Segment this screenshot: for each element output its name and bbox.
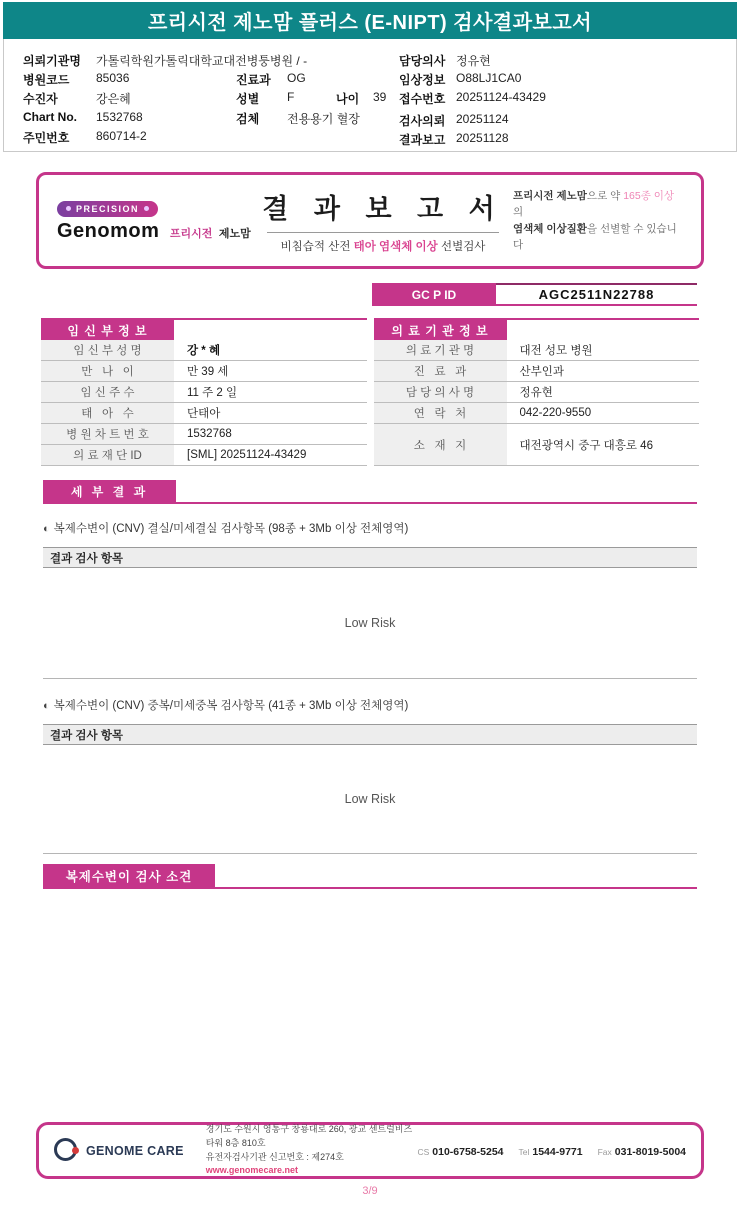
risk-status: Low Risk bbox=[344, 616, 396, 630]
fax-number: 031-8019-5004 bbox=[614, 1145, 686, 1158]
row-value: 만 39 세 bbox=[187, 366, 229, 378]
report-header-card bbox=[36, 172, 704, 269]
result-items-bar: 결과 검사 항목 bbox=[43, 547, 697, 568]
badge-dot-icon bbox=[144, 206, 149, 211]
clinic-info-table bbox=[374, 318, 700, 466]
table-row bbox=[41, 445, 367, 466]
row-value: 1532768 bbox=[187, 428, 232, 440]
requesting-org-value: 가톨릭학원가톨릭대학교대전병퉁병원 / - bbox=[96, 54, 308, 68]
clinical-info-value: O88LJ1CA0 bbox=[456, 71, 522, 85]
gcpid-row bbox=[372, 283, 697, 306]
cnv-findings-header bbox=[43, 864, 697, 889]
cs-number: 010-6758-5254 bbox=[432, 1145, 504, 1158]
tel-contact bbox=[519, 1142, 583, 1160]
table-row bbox=[374, 403, 700, 424]
precision-badge bbox=[57, 201, 158, 217]
doctor-label: 담당의사 bbox=[399, 54, 446, 68]
subtitle-highlight: 태아 염색체 이상 bbox=[353, 241, 438, 253]
brand-name: Genomom bbox=[57, 219, 160, 242]
row-label: 임 신 주 수 bbox=[41, 382, 174, 402]
title-divider bbox=[267, 232, 499, 233]
row-value: 강 * 혜 bbox=[187, 345, 221, 357]
specimen-value: 전용용기 혈장 bbox=[287, 112, 360, 126]
resident-no-value: 860714-2 bbox=[96, 129, 147, 143]
row-label: 담 당 의 사 명 bbox=[374, 382, 507, 402]
requesting-org-label: 의뢰기관명 bbox=[23, 54, 81, 68]
cs-contact bbox=[417, 1142, 503, 1160]
row-value: [SML] 20251124-43429 bbox=[187, 449, 307, 461]
company-website: www.genomecare.net bbox=[205, 1165, 298, 1176]
detail-results-header bbox=[43, 480, 697, 504]
clinical-info-label: 임상정보 bbox=[399, 73, 446, 87]
row-label: 진 료 과 bbox=[374, 361, 507, 381]
receipt-no-value: 20251124-43429 bbox=[456, 90, 546, 104]
table-row bbox=[41, 382, 367, 403]
cnv-duplication-heading bbox=[43, 697, 697, 713]
fax-label: Fax bbox=[597, 1146, 612, 1157]
genomecare-logo-text: GENOME CARE bbox=[86, 1143, 184, 1158]
mother-info-table bbox=[41, 318, 367, 466]
row-value: 11 주 2 일 bbox=[187, 387, 238, 399]
subtitle-suffix: 선별검사 bbox=[437, 241, 486, 253]
row-label: 의 료 기 관 명 bbox=[374, 340, 507, 360]
row-label: 임 신 부 성 명 bbox=[41, 340, 174, 360]
company-address: 경기도 수원시 영통구 창룡대로 260, 광교 센트럴비즈타워 8층 810호 bbox=[205, 1123, 413, 1148]
table-row bbox=[374, 361, 700, 382]
row-value: 대전 성모 병원 bbox=[519, 345, 593, 357]
request-date-value: 20251124 bbox=[456, 112, 509, 126]
row-label: 연 락 처 bbox=[374, 403, 507, 423]
row-value: 산부인과 bbox=[519, 366, 564, 378]
cnv-deletion-result bbox=[43, 568, 697, 679]
gcpid-value: AGC2511N22788 bbox=[496, 283, 697, 306]
logo-red-dot bbox=[72, 1147, 79, 1154]
note-bold-2: 염색체 이상질환 bbox=[513, 222, 587, 235]
table-row bbox=[374, 424, 700, 466]
row-label: 만 나 이 bbox=[41, 361, 174, 381]
result-items-bar: 결과 검사 항목 bbox=[43, 724, 697, 745]
report-card-subtitle bbox=[253, 238, 513, 254]
cnv-duplication-result bbox=[43, 745, 697, 854]
screening-note bbox=[513, 188, 683, 253]
note-pink: 165종 이상 bbox=[623, 189, 675, 202]
report-date-value: 20251128 bbox=[456, 131, 509, 145]
cnv-deletion-heading bbox=[43, 520, 697, 536]
genomecare-logo-icon bbox=[54, 1138, 79, 1163]
note-mid-1: 으로 약 bbox=[586, 189, 624, 202]
brand-kr-pink: 프리시전 bbox=[169, 227, 213, 240]
order-info-panel bbox=[3, 39, 737, 152]
report-card-title: 결 과 보 고 서 bbox=[262, 194, 504, 224]
sex-value: F bbox=[287, 90, 295, 104]
subtitle-prefix: 비침습적 산전 bbox=[280, 241, 354, 253]
cs-label: CS bbox=[417, 1146, 430, 1157]
table-row bbox=[41, 340, 367, 361]
row-label: 소 재 지 bbox=[374, 424, 507, 465]
cnv-findings-title: 복제수변이 검사 소견 bbox=[43, 864, 215, 887]
hospital-code-value: 85036 bbox=[96, 71, 130, 85]
cnv-deletion-heading-text: 복제수변이 (CNV) 결실/미세결실 검사항목 (98종 + 3Mb 이상 전체영역) bbox=[53, 523, 409, 535]
report-title-banner: 프리시전 제노맘 플러스 (E-NIPT) 검사결과보고서 bbox=[3, 2, 737, 39]
department-label: 진료과 bbox=[236, 73, 271, 87]
note-end-2: 을 선별할 수 있습니다 bbox=[513, 222, 677, 251]
genomom-logo bbox=[57, 198, 253, 243]
resident-no-label: 주민번호 bbox=[23, 131, 70, 145]
department-value: OG bbox=[287, 71, 306, 85]
tel-label: Tel bbox=[518, 1146, 530, 1157]
row-value: 단태아 bbox=[187, 408, 221, 420]
badge-dot-icon bbox=[66, 206, 71, 211]
chart-no-value: 1532768 bbox=[96, 110, 143, 124]
row-value: 정유현 bbox=[519, 387, 553, 399]
table-row bbox=[41, 403, 367, 424]
footer-card bbox=[36, 1122, 704, 1179]
gcpid-label: GC P ID bbox=[372, 283, 496, 306]
risk-status: Low Risk bbox=[344, 792, 396, 806]
age-value: 39 bbox=[373, 90, 387, 104]
note-end-1: 의 bbox=[513, 206, 524, 219]
cnv-duplication-heading-text: 복제수변이 (CNV) 중복/미세중복 검사항목 (41종 + 3Mb 이상 전체영역) bbox=[53, 700, 409, 712]
table-row bbox=[41, 424, 367, 445]
hospital-code-label: 병원코드 bbox=[23, 73, 70, 87]
receipt-no-label: 접수번호 bbox=[399, 92, 446, 106]
half-circle-bullet-icon: ◐ bbox=[43, 523, 50, 535]
mother-info-title: 임 신 부 정 보 bbox=[41, 320, 174, 340]
table-row bbox=[41, 361, 367, 382]
row-label: 의 료 재 단 ID bbox=[41, 445, 174, 465]
tel-number: 1544-9771 bbox=[532, 1145, 583, 1158]
sex-label: 성별 bbox=[236, 92, 260, 106]
patient-label: 수진자 bbox=[23, 92, 58, 106]
row-label: 병 원 차 트 번 호 bbox=[41, 424, 174, 444]
age-label: 나이 bbox=[336, 92, 360, 106]
doctor-value: 정유현 bbox=[456, 54, 491, 68]
row-label: 태 아 수 bbox=[41, 403, 174, 423]
company-license: 유전자검사기관 신고번호 : 제274호 bbox=[205, 1151, 344, 1162]
half-circle-bullet-icon: ◐ bbox=[43, 700, 50, 712]
contact-numbers bbox=[417, 1142, 686, 1160]
patient-value: 강은혜 bbox=[96, 92, 131, 106]
clinic-info-title: 의 료 기 관 정 보 bbox=[374, 320, 507, 340]
brand-kr-dark: 제노맘 bbox=[218, 227, 251, 240]
table-row bbox=[374, 382, 700, 403]
detail-results-title: 세 부 결 과 bbox=[43, 480, 176, 502]
page-number: 3/9 bbox=[362, 1185, 378, 1197]
company-info bbox=[206, 1123, 418, 1179]
request-date-label: 검사의뢰 bbox=[399, 114, 446, 128]
chart-no-label: Chart No. bbox=[23, 110, 77, 124]
report-date-label: 결과보고 bbox=[399, 133, 446, 147]
genomecare-logo bbox=[54, 1138, 184, 1163]
fax-contact bbox=[598, 1142, 686, 1160]
specimen-label: 검체 bbox=[236, 112, 260, 126]
table-row bbox=[374, 340, 700, 361]
precision-badge-label: PRECISION bbox=[76, 203, 140, 214]
row-value: 대전광역시 중구 대흥로 46 bbox=[519, 439, 653, 452]
note-bold-1: 프리시전 제노맘 bbox=[513, 189, 587, 202]
row-value: 042-220-9550 bbox=[519, 407, 592, 419]
